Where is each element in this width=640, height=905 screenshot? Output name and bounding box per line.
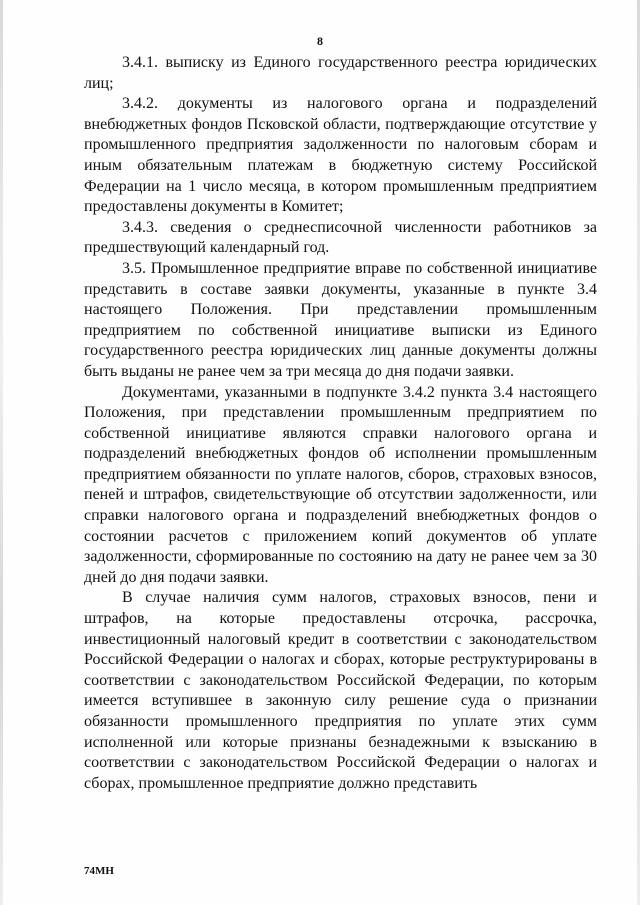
page-number: 8: [317, 34, 323, 48]
paragraph-3-4-2: 3.4.2. документы из налогового органа и подразделений внебюджетных фондов Псковской области, подтверждающие отсутствие у промышленного предприятия задолженности по налоговым сборам и иным обязательным платежам в бюджетную систему Российской Федерации на 1 число месяца, в котором промышленным предприятием предоставлены документы в Комитет;: [84, 95, 597, 216]
paragraph-3-4-3: 3.4.3. сведения о среднесписочной численности работников за предшествующий календарный год.: [84, 218, 597, 257]
paragraph-documents: Документами, указанными в подпункте 3.4.2 пункта 3.4 настоящего Положения, при представлении промышленным предприятием по собственной инициативе являются справки налогового органа и подразделений внебюджетных фондов об исполнении промышленным предприятием обязанности по уплате налогов, сборов, страховых взносов, пеней и штрафов, свидетельствующие об отсутствии задолженности, или справки налогового органа и подразделений внебюджетных фондов о состоянии расчетов с приложением копий документов об уплате задолженности, сформированные по состоянию на дату не ранее чем за 30 дней до дня подачи заявки.: [84, 383, 597, 586]
paragraph-3-5: 3.5. Промышленное предприятие вправе по собственной инициативе представить в составе заявки документы, указанные в пункте 3.4 настоящего Положения. При представлении промышленным предприятием по собственной инициативе выписки из Единого государственного реестра юридических лиц данные документы должны быть выданы не ранее чем за три месяца до дня подачи заявки.: [84, 259, 597, 380]
scan-edge-left: [0, 0, 3, 905]
document-body: [84, 53, 597, 794]
document-code: 74МН: [84, 865, 114, 877]
paragraph-taxes-case: В случае наличия сумм налогов, страховых взносов, пени и штрафов, на которые предоставлены отсрочка, рассрочка, инвестиционный налоговый кредит в соответствии с законодательством Российской Федерации о налогах и сборах, которые реструктурированы в соответствии с законодательством Российской Федерации, по которым имеется вступившее в законную силу решение суда о признании обязанности промышленного предприятия по уплате этих сумм исполненной или которые признаны безнадежными к взысканию в соответствии с законодательством Российской Федерации о налогах и сборах, промышленное предприятие должно представить: [84, 589, 597, 792]
paragraph-3-4-1: 3.4.1. выписку из Единого государственного реестра юридических лиц;: [84, 54, 597, 92]
